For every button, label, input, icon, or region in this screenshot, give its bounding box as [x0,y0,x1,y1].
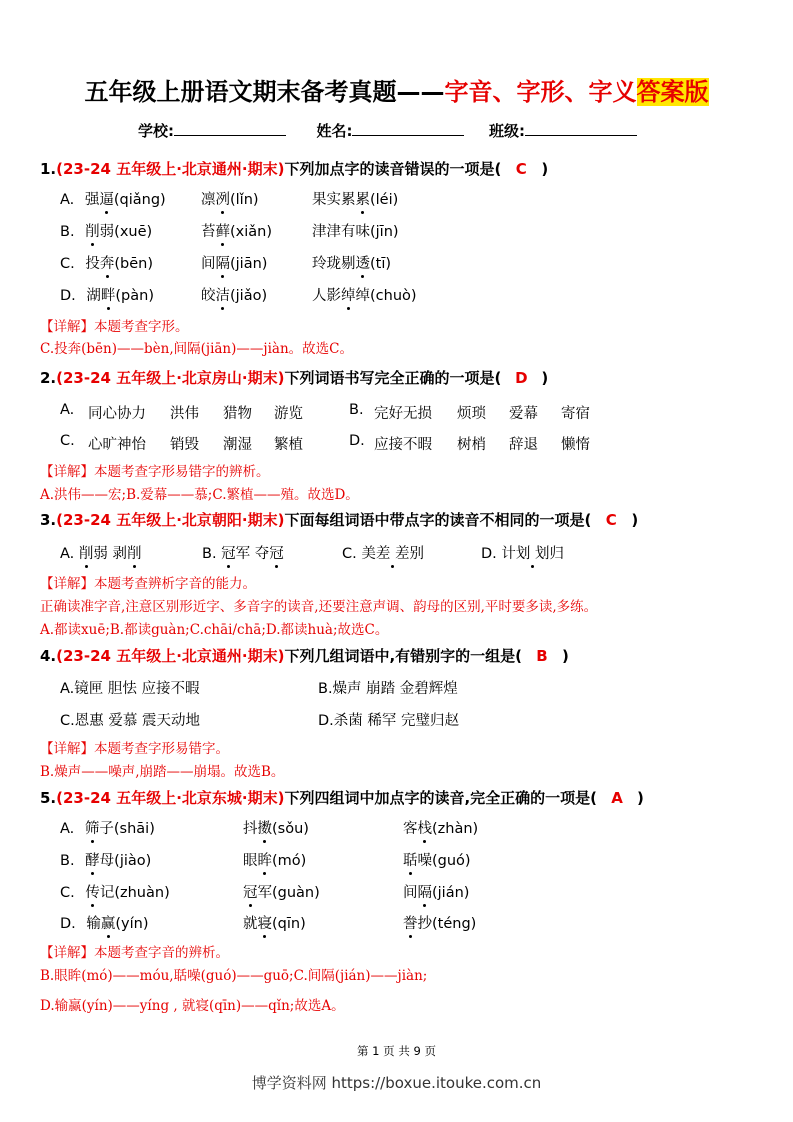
pinyin: (jiǎo) [230,288,268,304]
answer-letter: A [611,789,623,807]
pinyin: (jiān) [230,256,268,272]
word-text: 输 [86,916,101,932]
title-main: 五年级上册语文期末备考真题—— [84,78,445,106]
option-word: 猎物 [223,406,252,422]
pinyin: (jián) [432,885,470,901]
question-3 [40,509,638,530]
pinyin: (xiǎn) [230,224,272,240]
option-label: D. [60,288,76,304]
q4-option-b: B.燥声 崩踏 金碧辉煌 [318,681,458,697]
dotted-char: 隔 [418,881,433,902]
word-text: 湖 [86,288,101,304]
dotted-char: 栈 [418,817,433,838]
dotted-char: 眸 [258,849,273,870]
dotted-char: 酵 [85,849,100,870]
dotted-char: 冠 [221,542,236,563]
word-text: 间 [201,256,216,272]
pinyin: (jīn) [370,224,399,240]
q4-explanation-title: 【详解】本题考查字形易错字。 [40,741,229,757]
q5-explanation-body-2: D.输赢(yín)——yíng , 就寝(qīn)——qǐn;故选A。 [40,998,345,1014]
q5-option-d [60,912,660,933]
q3-options [60,542,660,563]
pinyin: (bēn) [114,256,153,272]
option-label: D. [60,916,76,932]
page-title [0,72,793,107]
question-text: 下列词语书写完全正确的一项是( [284,369,502,387]
word-text: 抖 [243,821,258,837]
question-close-paren: ) [562,647,569,665]
pinyin: (lǐn) [230,192,259,208]
word-text: 玲珑剔 [312,256,356,272]
dotted-char: 誊 [403,912,418,933]
q1-option-d [60,284,417,305]
question-source: (23-24 五年级上·北京朝阳·期末) [56,511,285,529]
dotted-char: 划 划 [516,542,550,563]
word-text: 军(guàn) [257,885,320,901]
answer-letter: B [536,647,548,665]
dotted-char: 削 [79,542,94,563]
q3-option-a [60,546,142,562]
question-close-paren: ) [637,789,644,807]
name-label: 姓名: [316,122,353,140]
question-number: 3. [40,511,57,529]
dotted-char: 逼 [99,188,114,209]
option-label: C. [60,256,75,272]
q4-option-a: A.镜匣 胆怯 应接不暇 [60,681,200,697]
option-word: 懒惰 [561,437,590,453]
q2-row-ab [60,402,760,422]
word-text: 眼 [243,853,258,869]
word-text: 果实累 [312,192,356,208]
name-field[interactable] [352,120,464,136]
word-text: 津津有味 [312,224,370,240]
q3-explanation-title: 【详解】本题考查辨析字音的能力。 [40,576,256,592]
word-text: 子(shāi) [99,821,155,837]
dotted-char: 奔 [100,252,115,273]
q4-option-d: D.杀菌 稀罕 完璧归赵 [318,713,459,729]
option-word: 销毁 [170,437,199,453]
word-text: 噪(guó) [417,853,471,869]
pinyin: (qiǎng) [113,192,166,208]
dotted-char: 擞 [258,817,273,838]
option-label: C. [60,433,75,449]
dotted-char: 冽 [216,188,231,209]
option-label: B. [349,402,364,418]
option-word: 洪伟 [170,406,199,422]
word-text: 母(jiào) [99,853,152,869]
class-field[interactable] [525,120,637,136]
dotted-char: 赢 [101,912,116,933]
option-word: 计 [501,546,516,562]
dotted-char: 削 [127,542,142,563]
pinyin: (qīn) [272,916,306,932]
word-text: 投 [85,256,100,272]
word-text: 凛 [201,192,216,208]
question-source: (23-24 五年级上·北京通州·期末) [56,647,285,665]
answer-letter: C [605,511,617,529]
q2-row-cd [60,433,760,453]
option-label: A. [60,546,75,562]
option-word: 军 夺 [235,546,270,562]
option-word: 别 [409,546,424,562]
q5-option-c [60,881,660,902]
option-label: B. [60,853,75,869]
answer-letter: C [515,160,527,178]
question-source: (23-24 五年级上·北京通州·期末) [56,160,285,178]
q4-option-c: C.恩惠 爱慕 震天动地 [60,713,200,729]
pinyin: (sǒu) [272,821,309,837]
question-1 [40,158,548,179]
word-text: 记(zhuàn) [99,885,170,901]
question-close-paren: ) [541,160,549,178]
word-text: 间 [403,885,418,901]
dotted-char: 筛 [85,817,100,838]
dotted-char: 传 [85,881,100,902]
option-word: 烦琐 [457,406,486,422]
question-text: 下列几组词语中,有错别字的一组是( [284,647,523,665]
q3-option-b [202,542,284,563]
question-number: 4. [40,647,57,665]
option-word: 寄宿 [561,406,590,422]
pinyin: (yín) [115,916,149,932]
option-label: A. [60,821,75,837]
dotted-char: 透 [356,252,371,273]
option-word: 辞退 [509,437,538,453]
option-label: B. [60,224,75,240]
question-2 [40,367,548,388]
title-topic: 字音、字形、字义 [444,78,637,106]
option-word: 潮湿 [223,437,252,453]
q5-option-b [60,849,660,870]
pinyin: (léi) [370,192,399,208]
school-field[interactable] [174,120,286,136]
q5-explanation-body: B.眼眸(mó)——móu,聒噪(guó)——guō;C.间隔(jián)——jiàn; [40,968,428,984]
word-text: 客 [403,821,418,837]
q1-option-b [60,220,399,241]
question-text: 下面每组词语中带点字的读音不相同的一项是( [284,511,592,529]
option-label: B. [202,546,217,562]
q1-option-a [60,188,399,209]
question-close-paren: ) [541,369,549,387]
question-number: 1. [40,160,57,178]
word-text: 皎 [201,288,216,304]
word-text: 人影 [312,288,341,304]
option-word: 应接不暇 [374,437,432,453]
q5-explanation-title: 【详解】本题考查字音的辨析。 [40,945,229,961]
dotted-char: 削 [85,220,100,241]
dotted-char: 隔 [216,252,231,273]
question-source: (23-24 五年级上·北京房山·期末) [56,369,285,387]
pinyin: (mó) [272,853,307,869]
dotted-char: 聒 [403,849,418,870]
q2-explanation-title: 【详解】本题考查字形易错字的辨析。 [40,464,270,480]
question-number: 2. [40,369,57,387]
class-label: 班级: [488,122,525,140]
student-info-line [138,120,637,141]
school-label: 学校: [138,122,174,140]
word-text: 就 [243,916,258,932]
option-word: 游览 [274,406,303,422]
option-word: 树梢 [457,437,486,453]
option-label: A. [60,192,75,208]
page-number: 第 1 页 共 9 页 [357,1044,436,1058]
option-word: 心旷神怡 [88,437,146,453]
question-text: 下列四组词中加点字的读音,完全正确的一项是( [284,789,598,807]
dotted-char: 累 [356,188,371,209]
q1-explanation-title: 【详解】本题考查字形。 [40,319,189,335]
q3-option-c [342,542,424,563]
word-text: 强 [84,192,100,208]
option-label: C. [342,546,357,562]
option-label: A. [60,402,75,418]
title-answer-badge: 答案版 [636,78,709,106]
answer-letter: D [515,369,528,387]
word-text: 抄(téng) [417,916,477,932]
q4-explanation-body: B.燥声——噪声,崩踏——崩塌。故选B。 [40,764,285,780]
q3-explanation-body: A.都读xuē;B.都读guàn;C.chāi/chā;D.都读huà;故选C。 [40,622,389,638]
pinyin: (zhàn) [432,821,479,837]
dotted-char: 冠 [269,542,284,563]
option-word: 完好无损 [374,406,432,422]
option-label: D. [349,433,365,449]
pinyin: 绰(chuò) [355,288,417,304]
option-label: C. [60,885,75,901]
question-4 [40,645,569,666]
q5-option-a [60,817,660,838]
word-text: 苔 [201,224,216,240]
q3-explanation-note: 正确读准字音,注意区别形近字、多音字的读音,还要注意声调、韵母的区别,平时要多读,多练。 [40,599,598,615]
option-word: 弱 剥 [93,546,127,562]
question-number: 5. [40,789,57,807]
dotted-char: 绰 [341,284,356,305]
q3-option-d [481,542,564,563]
dotted-char: 寝 [258,912,273,933]
dotted-char: 洁 [216,284,231,305]
option-word: 归 [549,546,564,562]
dotted-char: 冠 [243,881,258,902]
dotted-char: 差 差 [376,542,410,563]
question-close-paren: ) [631,511,639,529]
dotted-char: 藓 [216,220,231,241]
option-word: 爱幕 [509,406,538,422]
pinyin: (pàn) [115,288,154,304]
question-source: (23-24 五年级上·北京东城·期末) [56,789,285,807]
option-label: D. [481,546,497,562]
pinyin: (tī) [370,256,392,272]
dotted-char: 畔 [101,284,116,305]
option-word: 繁植 [274,437,303,453]
q2-explanation-body: A.洪伟——宏;B.爱幕——慕;C.繁植——殖。故选D。 [40,487,359,503]
question-5 [40,787,644,808]
option-word: 同心协力 [88,406,146,422]
q1-explanation-body: C.投奔(bēn)——bèn,间隔(jiān)——jiàn。故选C。 [40,341,353,357]
site-watermark: 博学资料网 https://boxue.itouke.com.cn [251,1074,542,1092]
q1-option-c [60,252,392,273]
question-text: 下列加点字的读音错误的一项是( [284,160,502,178]
option-word: 美 [361,546,376,562]
word-text: 弱(xuē) [99,224,153,240]
